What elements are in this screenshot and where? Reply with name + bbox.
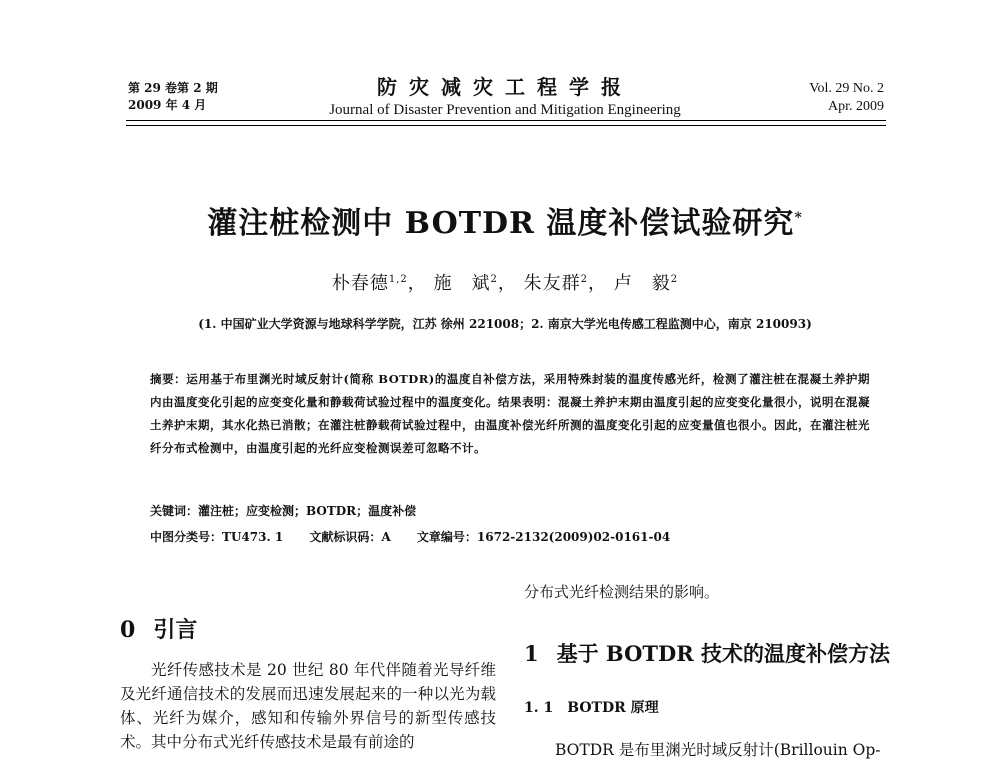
doc-code-label: 文献标识码： [309,530,382,544]
right-column-continuation: 分布式光纤检测结果的影响。 [524,583,720,601]
section-0-number: 0 [120,617,136,643]
journal-name-cn: 防灾减灾工程学报 [377,75,633,99]
subsection-1-1-title: BOTDR 原理 [567,700,659,716]
botdr-paragraph: BOTDR 是布里渊光时域反射计(Brillouin Op- [555,741,881,759]
header-rule-top [126,120,886,121]
volume-en: Vol. 29 No. 2 [809,81,884,96]
header-rule-bottom [126,125,886,126]
abstract-text: 运用基于布里渊光时域反射计(简称 BOTDR)的温度自补偿方法，采用特殊封装的温度传感光纤，检测了灌注桩在混凝土养护期内由温度变化引起的应变变化量和静载荷试验过程中的温度变化。结果表明：混凝土养护末期由温度引起的应变变化量很小，说明在混凝土养护末期，其水化热已消散；在灌注桩静载荷试验过程中，由温度补偿光纤所测的温度变化引起的应变量值也很小。因此，在灌注桩光纤分布式检测中，由温度引起的光纤应变检测误差可忽略不计。 [150,372,871,455]
article-number-label: 文章编号： [416,530,477,544]
title-footnote-mark: * [794,210,803,226]
author-list: 朴春德$^{1,2}$， 施 斌$^2$， 朱友群$^2$， 卢 毅$^2$ [331,273,679,294]
author-affil-mark: 1,2 [388,274,408,285]
author-name: 朱友群 [523,273,581,294]
journal-name [280,74,730,120]
author-affil-mark: 2 [580,274,588,285]
clc-value: TU473. 1 [222,530,284,544]
volume-issue-cn: 第 29 卷第 2 期 [128,81,218,95]
keywords-label: 关键词： [150,504,199,518]
date-en: Apr. 2009 [828,99,884,114]
introduction-body [120,658,496,754]
section-0-title: 引言 [153,617,198,643]
author-name: 施 斌 [433,273,491,294]
author-affil-mark: 2 [670,274,679,285]
section-1-title: 基于 BOTDR 技术的温度补偿方法 [556,641,890,666]
introduction-paragraph: 光纤传感技术是 20 世纪 80 年代伴随着光导纤维及光纤通信技术的发展而迅速发展起来的一种以光为载体、光纤为媒介，感知和传输外界信号的新型传感技术。其中分布式光纤传感技术是最有前途的 [120,661,496,751]
journal-name-en: Journal of Disaster Prevention and Mitigation Engineering [329,102,681,118]
author-affil-mark: 2 [490,274,498,285]
journal-volume-en [760,80,884,116]
subsection-1-1-number: 1. 1 [524,700,554,716]
date-cn: 2009 年 4 月 [128,98,207,112]
classification-line [150,528,870,546]
doc-code-value: A [381,530,391,544]
journal-issue-info [128,80,218,114]
clc-label: 中图分类号： [150,530,223,544]
paper-title-text: 灌注桩检测中 BOTDR 温度补偿试验研究 [207,206,795,241]
author-name: 朴春德 [331,273,389,294]
botdr-principle-body [524,738,900,762]
section-0-heading [120,616,197,644]
abstract-label: 摘要： [150,372,187,386]
section-1-number: 1 [524,641,539,666]
author-name: 卢 毅 [613,273,671,294]
article-number-value: 1672-2132(2009)02-0161-04 [476,530,671,544]
keywords [150,502,870,520]
section-1-heading [524,640,890,668]
abstract [150,368,870,460]
subsection-1-1-heading [524,698,659,718]
affiliation: (1. 中国矿业大学资源与地球科学学院，江苏 徐州 221008；2. 南京大学光电传感工程监测中心，南京 210093) [198,317,812,331]
paper-title [80,198,930,244]
keywords-text: 灌注桩；应变检测；BOTDR；温度补偿 [198,504,417,518]
